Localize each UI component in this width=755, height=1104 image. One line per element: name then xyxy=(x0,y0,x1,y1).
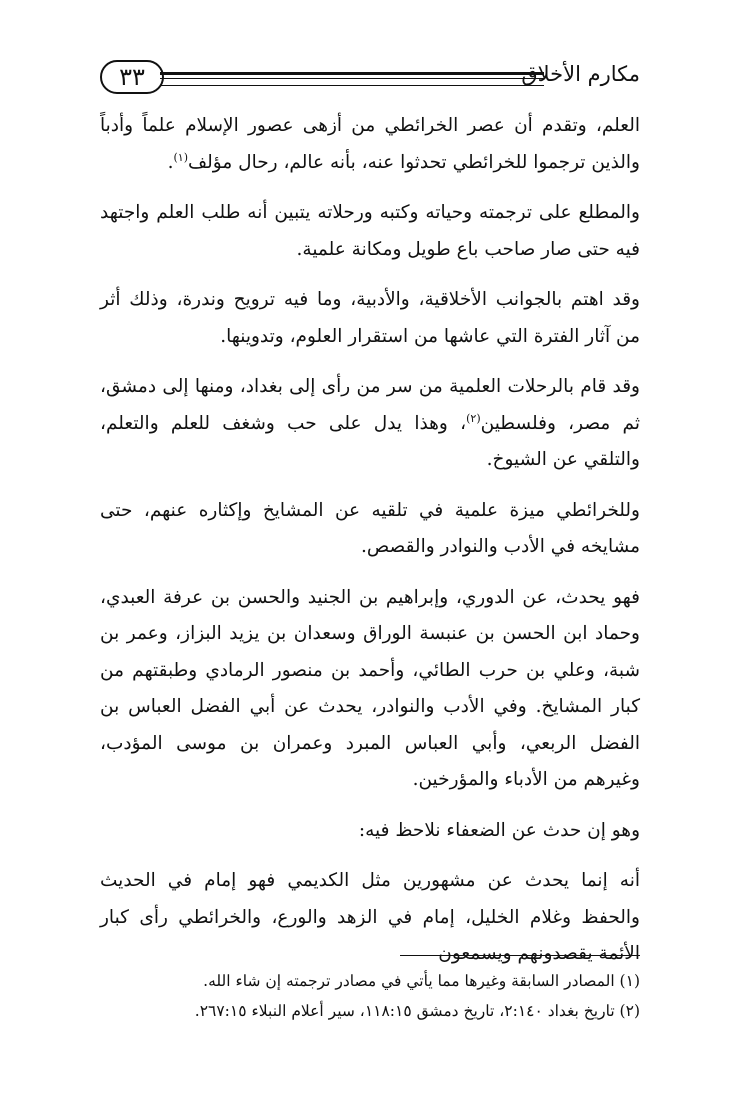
page-header xyxy=(100,62,640,98)
page-number: ٣٣ xyxy=(100,60,164,94)
body-text xyxy=(100,108,640,987)
paragraph: وللخرائطي ميزة علمية في تلقيه عن المشايخ وإكثاره عنهم، حتى مشايخه في الأدب والنوادر والقصص. xyxy=(100,499,640,557)
footnotes xyxy=(100,966,640,1026)
footnote-1: (١) المصادر السابقة وغيرها مما يأتي في مصادر ترجمته إن شاء الله. xyxy=(203,972,640,990)
footnote-separator xyxy=(400,955,640,956)
paragraph: والمطلع على ترجمته وحياته وكتبه ورحلاته يتبين أنه طلب العلم واجتهد فيه حتى صار صاحب باع طويل ومكانة علمية. xyxy=(100,202,640,260)
sentence-end: . xyxy=(167,151,174,173)
footnote-ref-1: (١) xyxy=(173,150,188,164)
paragraph-text: العلم، وتقدم أن عصر الخرائطي من أزهى عصور الإسلام علماً وأدباً والذين ترجموا للخرائطي تحدثوا عنه، بأنه عالم، رحال مؤلف xyxy=(100,115,641,173)
paragraph xyxy=(100,369,640,479)
paragraph: فهو يحدث، عن الدوري، وإبراهيم بن الجنيد والحسن بن عرفة العبدي، وحماد ابن الحسن بن عنبسة الوراق وسعدان بن يزيد البزاز، وعمر بن شبة، وعلي بن حرب الطائي، وأحمد بن منصور الرمادي وطبقتهم من كبار المشايخ. وفي الأدب والنوادر، يحدث عن أبي الفضل العباس بن الفضل الربعي، وأبي العباس المبرد وعمران بن موسى المؤدب، وغيرهم من الأدباء والمؤرخين. xyxy=(100,586,640,790)
paragraph: وقد اهتم بالجوانب الأخلاقية، والأدبية، وما فيه ترويح وندرة، وذلك أثر من آثار الفترة التي عاشها من استقرار العلوم، وتدوينها. xyxy=(100,289,640,347)
paragraph-text: ، وهذا يدل على حب وشغف للعلم والتعلم، والتلقي عن الشيوخ. xyxy=(100,412,640,470)
paragraph: وهو إن حدث عن الضعفاء نلاحظ فيه: xyxy=(358,819,640,841)
footnote-2: (٢) تاريخ بغداد ٢:١٤٠، تاريخ دمشق ١١٨:١٥، سير أعلام النبلاء ٢٦٧:١٥. xyxy=(194,1002,640,1020)
footnote-ref-2: (٢) xyxy=(466,411,481,425)
header-rule xyxy=(160,72,544,86)
running-title: مكارم الأخلاق xyxy=(521,62,640,86)
paragraph: أنه إنما يحدث عن مشهورين مثل الكديمي فهو إمام في الحديث والحفظ وغلام الخليل، إمام في الزهد والورع، والخرائطي رأى كبار الأئمة يقصدونهم ويسمعون xyxy=(100,870,640,964)
paragraph xyxy=(100,108,640,181)
paragraph-text: وقد قام بالرحلات العلمية من سر من رأى إلى بغداد، ومنها إلى دمشق، ثم مصر، وفلسطين xyxy=(100,376,640,434)
